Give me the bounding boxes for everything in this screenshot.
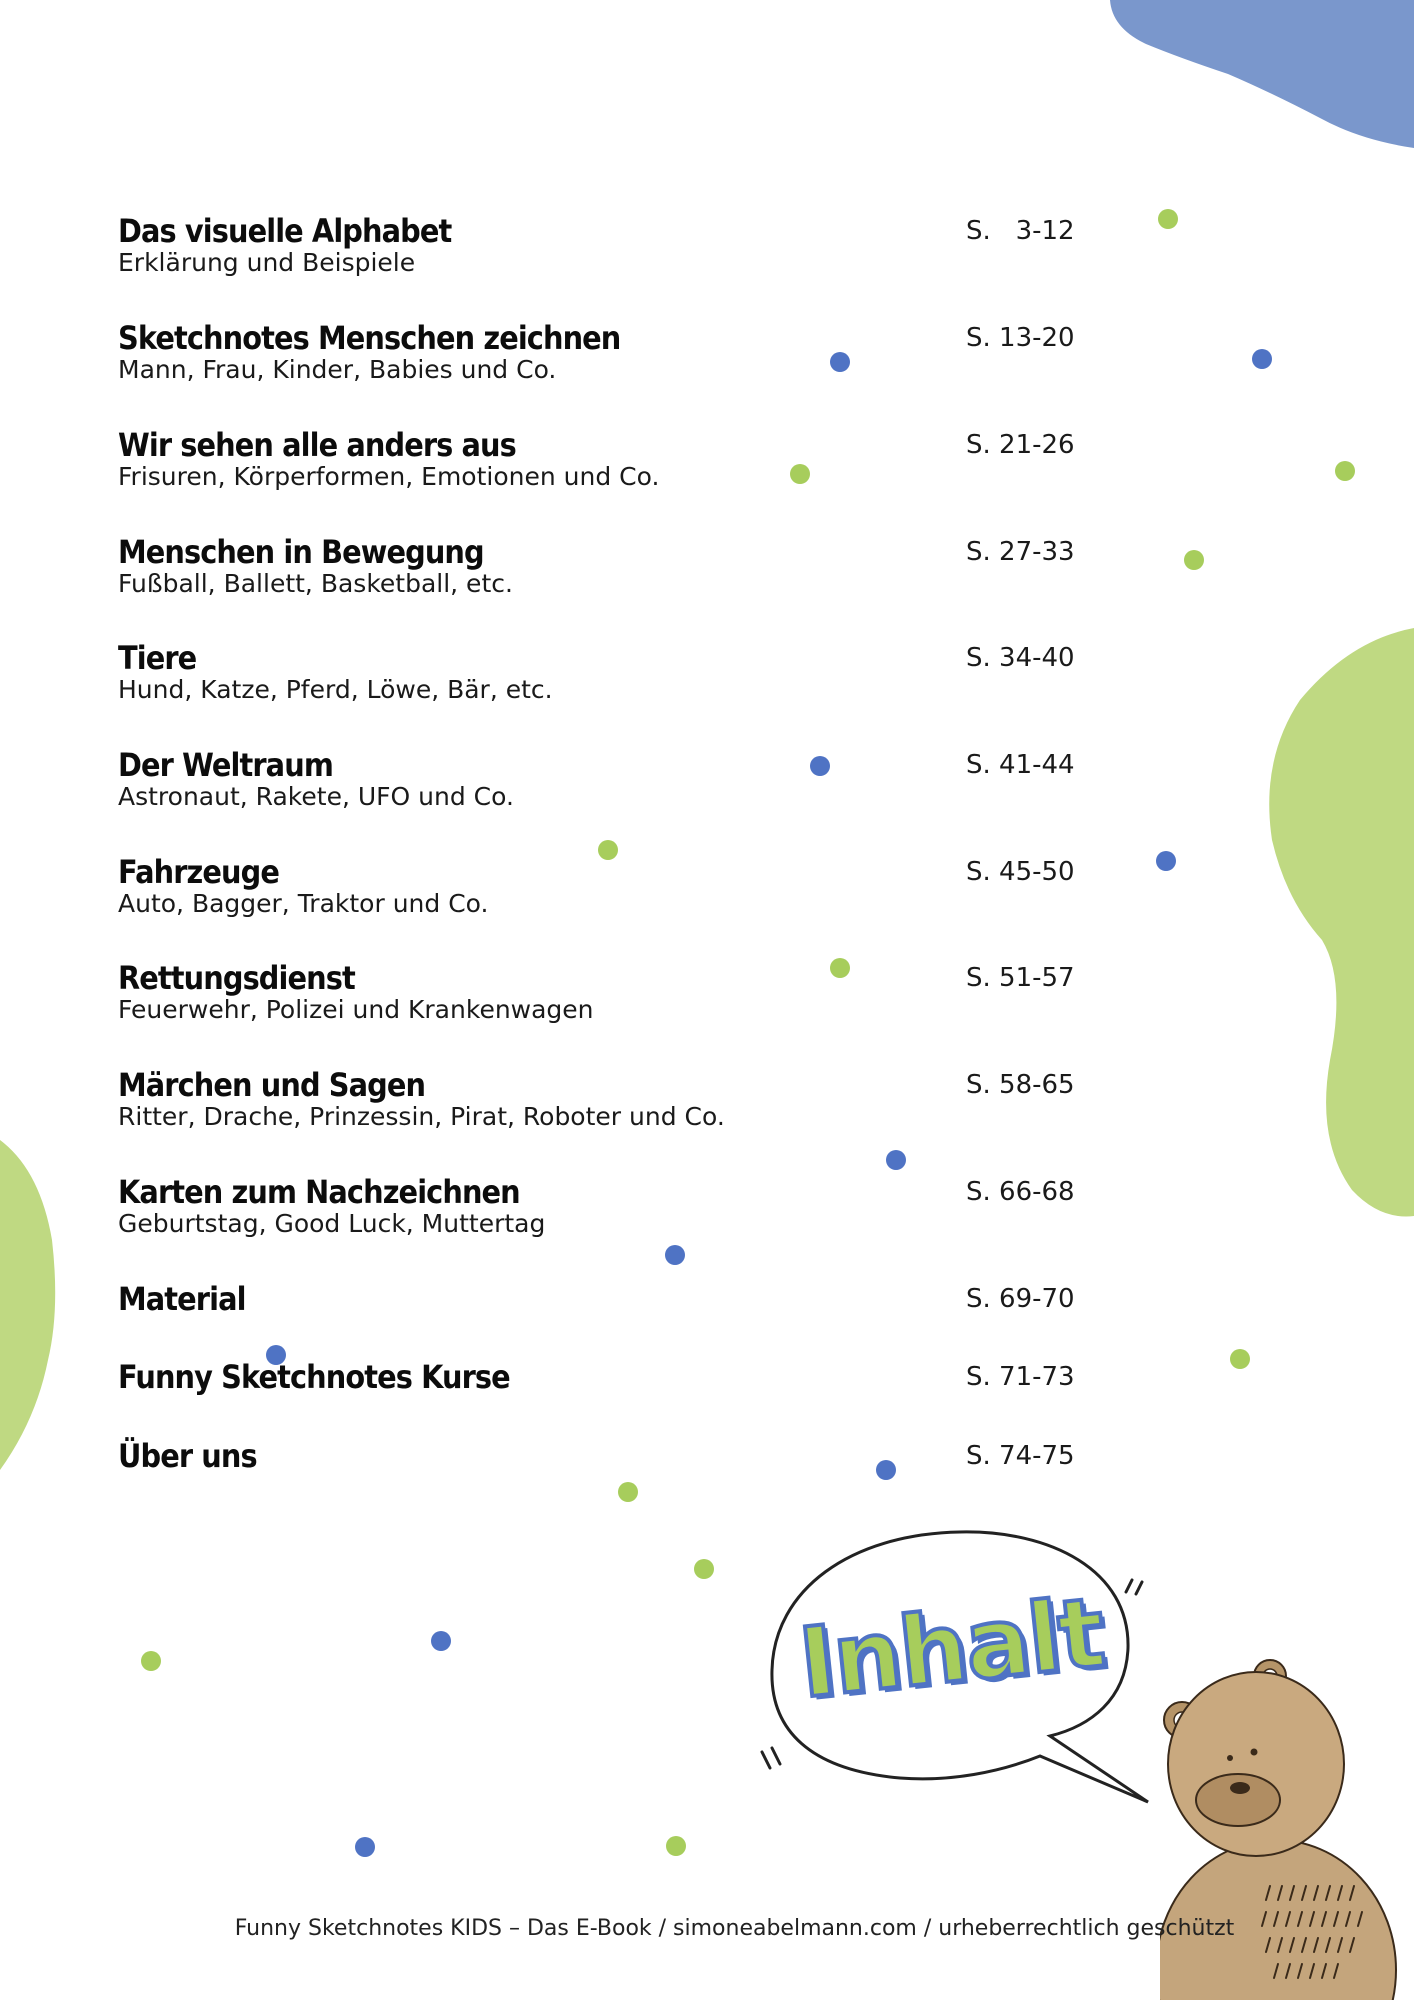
toc-entry-title: Wir sehen alle anders aus <box>118 426 516 464</box>
toc-entry-subtitle: Fußball, Ballett, Basketball, etc. <box>118 569 513 598</box>
toc-entry-pages: S. 27-33 <box>966 537 1075 567</box>
toc-entry-title: Das visuelle Alphabet <box>118 212 452 250</box>
dot <box>1252 349 1272 369</box>
dot <box>431 1631 451 1651</box>
green-blob-right <box>1269 628 1414 1216</box>
toc-entry-pages: S. 66-68 <box>966 1177 1075 1207</box>
toc-entry-title: Funny Sketchnotes Kurse <box>118 1358 510 1396</box>
toc-entry-pages: S. 41-44 <box>966 750 1075 780</box>
toc-entry-title: Karten zum Nachzeichnen <box>118 1173 520 1211</box>
toc-entry-pages: S. 3-12 <box>966 216 1075 246</box>
dot <box>665 1245 685 1265</box>
toc-entry-title: Material <box>118 1280 246 1318</box>
toc-entry-subtitle: Erklärung und Beispiele <box>118 248 416 277</box>
dot <box>830 958 850 978</box>
toc-entry-subtitle: Auto, Bagger, Traktor und Co. <box>118 889 489 918</box>
dot <box>830 352 850 372</box>
dot <box>355 1837 375 1857</box>
toc-entry-subtitle: Astronaut, Rakete, UFO und Co. <box>118 782 514 811</box>
toc-entry-title: Der Weltraum <box>118 746 333 784</box>
toc-entry-title: Über uns <box>118 1437 257 1475</box>
toc-entry-pages: S. 71-73 <box>966 1362 1075 1392</box>
toc-entry-subtitle: Feuerwehr, Polizei und Krankenwagen <box>118 995 594 1024</box>
toc-entry-pages: S. 51-57 <box>966 963 1075 993</box>
toc-entry-title: Fahrzeuge <box>118 853 279 891</box>
dot <box>618 1482 638 1502</box>
bear-icon <box>1160 1640 1414 2000</box>
toc-entry-pages: S. 34-40 <box>966 643 1075 673</box>
toc-entry-subtitle: Frisuren, Körperformen, Emotionen und Co. <box>118 462 660 491</box>
dot <box>1156 851 1176 871</box>
dot <box>876 1460 896 1480</box>
toc-entry-pages: S. 58-65 <box>966 1070 1075 1100</box>
green-blob-left <box>0 1140 55 1470</box>
toc-entry-pages: S. 13-20 <box>966 323 1075 353</box>
blue-blob-top-right <box>1110 0 1414 148</box>
toc-entry-pages: S. 69-70 <box>966 1284 1075 1314</box>
bubble-heading: Inhalt <box>794 1576 1109 1720</box>
toc-entry-title: Märchen und Sagen <box>118 1066 426 1104</box>
page-footer: Funny Sketchnotes KIDS – Das E-Book / simoneabelmann.com / urheberrechtlich geschützt <box>234 1916 1235 1941</box>
dot <box>598 840 618 860</box>
toc-entry-subtitle: Mann, Frau, Kinder, Babies und Co. <box>118 355 557 384</box>
toc-entry-subtitle: Geburtstag, Good Luck, Muttertag <box>118 1209 546 1238</box>
dot <box>790 464 810 484</box>
toc-entry-subtitle: Ritter, Drache, Prinzessin, Pirat, Roboter und Co. <box>118 1102 725 1131</box>
toc-entry-subtitle: Hund, Katze, Pferd, Löwe, Bär, etc. <box>118 675 553 704</box>
toc-entry-pages: S. 21-26 <box>966 430 1075 460</box>
dot <box>1335 461 1355 481</box>
toc-entry-title: Sketchnotes Menschen zeichnen <box>118 319 621 357</box>
dot <box>1184 550 1204 570</box>
toc-entry-pages: S. 74-75 <box>966 1441 1075 1471</box>
dot <box>810 756 830 776</box>
dot <box>1230 1349 1250 1369</box>
dot <box>694 1559 714 1579</box>
toc-entry-title: Menschen in Bewegung <box>118 533 484 571</box>
dot <box>1158 209 1178 229</box>
toc-entry-pages: S. 45-50 <box>966 857 1075 887</box>
toc-entry-title: Tiere <box>118 639 197 677</box>
dot <box>886 1150 906 1170</box>
dot <box>141 1651 161 1671</box>
dot <box>666 1836 686 1856</box>
toc-entry-title: Rettungsdienst <box>118 959 355 997</box>
